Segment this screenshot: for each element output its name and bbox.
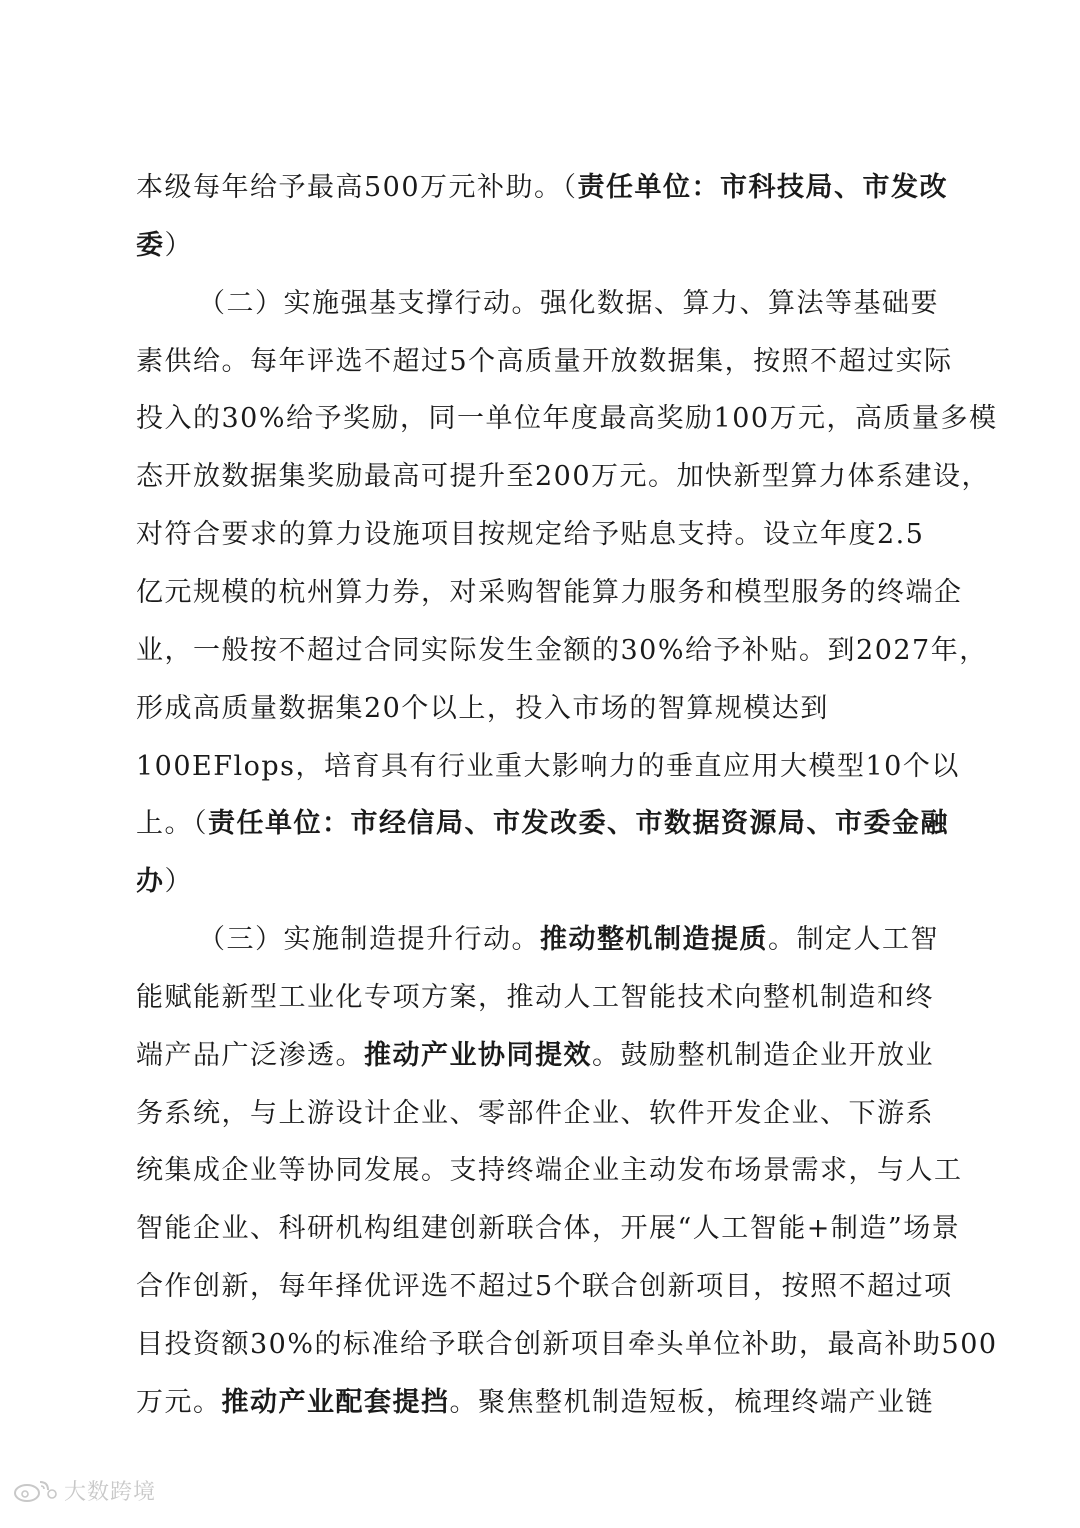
line-text: （二）实施强基支撑行动。强化数据、算力、算法等基础要	[198, 288, 939, 319]
text-line	[136, 804, 956, 844]
bold-heading-text: 推动产业协同提效	[364, 1040, 592, 1071]
bold-heading-text: 推动整机制造提质	[540, 924, 768, 955]
text-line	[136, 1383, 956, 1423]
responsibility-text: 责任单位：市经信局、市发改委、市数据资源局、市委金融	[208, 808, 949, 839]
line-text: ）	[164, 230, 193, 261]
responsibility-text: 责任单位：市科技局、市发改	[577, 172, 949, 203]
text-line	[136, 226, 956, 266]
responsibility-text: 委	[136, 230, 165, 261]
line-text: 业，一般按不超过合同实际发生金额的30%给予补贴。到2027年，	[136, 635, 988, 666]
line-text: 合作创新，每年择优评选不超过5个联合创新项目，按照不超过项	[136, 1271, 953, 1302]
text-line	[136, 1036, 956, 1076]
line-text: 目投资额30%的标准给予联合创新项目牵头单位补助，最高补助500	[136, 1329, 998, 1360]
line-text: 投入的30%给予奖励，同一单位年度最高奖励100万元，高质量多模	[136, 403, 998, 434]
line-text: 。制定人工智	[768, 924, 939, 955]
line-text: （三）实施制造提升行动。	[198, 924, 540, 955]
text-line	[136, 1209, 961, 1249]
watermark	[10, 1472, 156, 1508]
line-text: 。鼓励整机制造企业开放业	[592, 1040, 934, 1071]
line-text: 对符合要求的算力设施项目按规定给予贴息支持。设立年度2.5	[136, 519, 925, 550]
line-text: 能赋能新型工业化专项方案，推动人工智能技术向整机制造和终	[136, 982, 934, 1013]
text-line	[136, 168, 956, 208]
line-text: 端产品广泛渗透。	[136, 1040, 364, 1071]
line-text: ）	[164, 866, 193, 897]
line-text: 统集成企业等协同发展。支持终端企业主动发布场景需求，与人工	[136, 1155, 963, 1186]
text-line	[136, 1325, 998, 1365]
line-text: 本级每年给予最高500万元补助。（	[136, 172, 578, 203]
text-line	[136, 342, 956, 382]
text-line	[136, 862, 956, 902]
responsibility-text: 办	[136, 866, 165, 897]
line-text: 形成高质量数据集20个以上，投入市场的智算规模达到	[136, 693, 829, 724]
text-line	[136, 978, 956, 1018]
text-line	[136, 631, 988, 671]
section-heading-line	[198, 920, 956, 960]
text-line	[136, 457, 991, 497]
text-line	[136, 1267, 956, 1307]
line-text: 态开放数据集奖励最高可提升至200万元。加快新型算力体系建设，	[136, 461, 991, 492]
line-text: 亿元规模的杭州算力券，对采购智能算力服务和模型服务的终端企	[136, 577, 963, 608]
line-text: 上。（	[136, 808, 208, 839]
text-line	[136, 747, 960, 787]
section-heading-line	[198, 284, 956, 324]
line-text: 。聚焦整机制造短板，梳理终端产业链	[449, 1387, 934, 1418]
line-text: 务系统，与上游设计企业、零部件企业、软件开发企业、下游系	[136, 1098, 934, 1129]
text-line	[136, 399, 998, 439]
line-text: 万元。	[136, 1387, 222, 1418]
text-line	[136, 1094, 956, 1134]
text-line	[136, 689, 956, 729]
watermark-text: 大数跨境	[64, 1479, 157, 1505]
line-text: 素供给。每年评选不超过5个高质量开放数据集，按照不超过实际	[136, 346, 953, 377]
text-line	[136, 573, 963, 613]
weibo-logo-icon	[10, 1477, 58, 1503]
line-text: 100EFlops，培育具有行业重大影响力的垂直应用大模型10个以	[136, 751, 960, 782]
text-line	[136, 1151, 963, 1191]
line-text: 智能企业、科研机构组建创新联合体，开展“人工智能+制造”场景	[136, 1213, 961, 1244]
bold-heading-text: 推动产业配套提挡	[221, 1387, 450, 1418]
text-line	[136, 515, 956, 555]
